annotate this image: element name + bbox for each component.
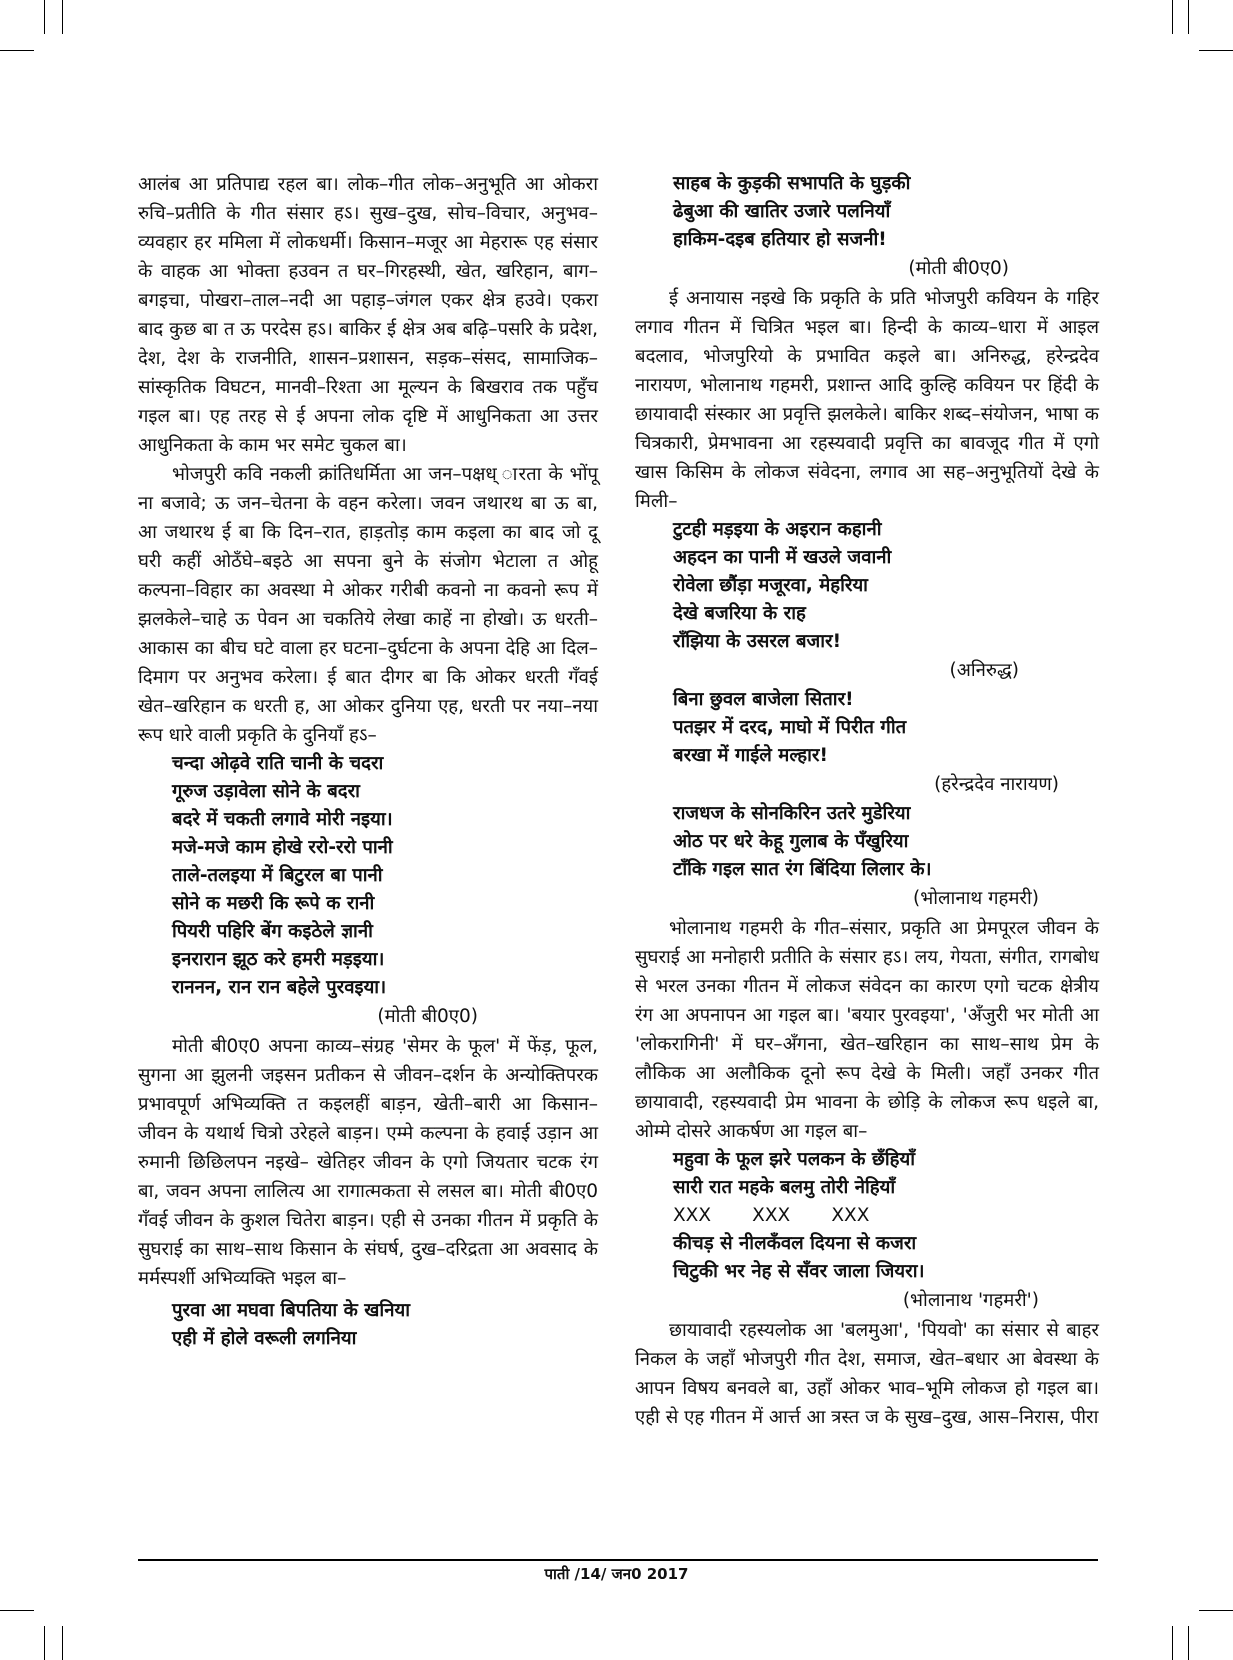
paragraph: मोती बी0ए0 अपना काव्य–संग्रह 'सेमर के फूल' में फेंड़, फूल, सुगना आ झुलनी जइसन प्रतीकन से जीवन–दर्शन के अन्योक्तिपरक प्रभावपूर्ण अभिव्यक्ति त कइलहीं बाड़न, खेती–बारी आ किसान–जीवन के यथार्थ चित्रो उरेहले बाड़न। एम्मे कल्पना के हवाई उड़ान आ रुमानी छिछिलपन नइखे– खेतिहर जीवन के एगो जियतार चटक रंग बा, जवन अपना लालित्य आ रागात्मकता से लसल बा। मोती बी0ए0 गँवई जीवन के कुशल चितेरा बाड़न। एही से उनका गीतन में प्रकृति के सुघराई का साथ–साथ किसान के संघर्ष, दुख–दरिद्रता आ अवसाद के मर्मस्पर्शी अभिव्यक्ति भइल बा– [138,1036,598,1289]
verse-block [138,750,598,1002]
crop-mark [1188,0,1189,34]
verse-line: बरखा में गाईले मल्हार! [673,745,828,766]
verse-line: टाँकि गइल सात रंग बिंदिया लिलार के। [673,859,932,880]
paragraph: भोलानाथ गहमरी के गीत–संसार, प्रकृति आ प्रेमपूरल जीवन के सुघराई आ मनोहारी प्रतीति के संसार हऽ। लय, गेयता, संगीत, रागबोध से भरल उनका गीतन में लोकज संवेदन का कारण एगो चटक क्षेत्रीय रंग आ अपनापन आ गइल बा। 'बयार पुरवइया', 'अँजुरी भर मोती आ 'लोकरागिनी' में घर–अँगना, खेत–खरिहान का साथ–साथ प्रेम के लौकिक आ अलौकिक दूनो रूप देखे के मिली। जहाँ उनकर गीत छायावादी, रहस्यवादी प्रेम भावना के छोड़ि के लोकज रूप धइले बा, ओम्मे दोसरे आकर्षण आ गइल बा– [635,918,1099,1142]
verse-line: इनरारान झूठ करे हमरी मड़इया। [172,949,385,970]
crop-mark [1188,1626,1189,1660]
verse-line: पियरी पहिरि बेंग कइठेले ज्ञानी [172,921,373,942]
crop-mark [1172,1626,1173,1660]
verse-line: बदरे में चकती लगावे मोरी नइया। [172,809,393,830]
verse-line: XXX XXX XXX [673,1205,870,1226]
verse-line: पतझर में दरद, माघो में पिरीत गीत [673,717,907,738]
paragraph: भोजपुरी कवि नकली क्रांतिधर्मिता आ जन–पक्षध् ारता के भोंपू ना बजावे; ऊ जन–चेतना के वहन करेला। जवन जथारथ बा ऊ बा, आ जथारथ ई बा कि दिन–रात, हाड़तोड़ काम कइला का बाद जो दू घरी कहीं ओठँघे–बइठे आ सपना बुने के संजोग भेटाला त ओहू कल्पना–विहार का अवस्था मे ओकर गरीबी कवनो ना कवनो रूप में झलकेले–चाहे ऊ पेवन आ चकतिये लेखा काहें ना होखो। ऊ धरती–आकास का बीच घटे वाला हर घटना–दुर्घटना के अपना देहि आ दिल–दिमाग पर अनुभव करेला। ई बात दीगर बा कि ओकर धरती गँवई खेत–खरिहान क धरती ह, आ ओकर दुनिया एह, धरती पर नया–नया रूप धारे वाली प्रकृति के दुनियाँ हऽ– [138,464,598,746]
verse-line: पुरवा आ मघवा बिपतिया के खनिया [172,1300,410,1321]
crop-mark [0,50,34,51]
verse-block [635,686,1099,770]
paragraph: छायावादी रहस्यलोक आ 'बलमुआ', 'पियवो' का संसार से बाहर निकल के जहाँ भोजपुरी गीत देश, समाज, खेत–बधार आ बेवस्था के आपन विषय बनवले बा, उहाँ ओकर भाव–भूमि लोकज हो गइल बा। एही से एह गीतन में आर्त्त आ त्रस्त ज के सुख–दुख, आस–निरास, पीरा [635,1320,1099,1428]
verse-block [635,1146,1099,1286]
crop-mark [44,1626,45,1660]
verse-line: महुवा के फूल झरे पलकन के छँहियाँ [673,1149,916,1170]
verse-line: रोवेला छौंड़ा मजूरवा, मेहरिया [673,575,868,596]
page-footer: पाती /14/ जन0 2017 [544,1565,689,1583]
crop-mark [62,0,63,34]
paragraph: ई अनायास नइखे कि प्रकृति के प्रति भोजपुरी कवियन के गहिर लगाव गीतन में चित्रित भइल बा। हिन्दी के काव्य–धारा में आइल बदलाव, भोजपुरियो के प्रभावित कइले बा। अनिरुद्ध, हरेन्द्रदेव नारायण, भोलानाथ गहमरी, प्रशान्त आदि कुल्हि कवियन पर हिंदी के छायावादी संस्कार आ प्रवृत्ति झलकेले। बाकिर शब्द–संयोजन, भाषा क चित्रकारी, प्रेमभावना आ रहस्यवादी प्रवृत्ति का बावजूद गीत में एगो खास किसिम के लोकज संवेदना, लगाव आ सह–अनुभूतियों देखे के मिली– [635,288,1099,512]
crop-mark [1199,1610,1233,1611]
poet-citation: (मोती बी0ए0) [908,258,1009,279]
verse-line: साहब के कुड़की सभापति के घुड़की [673,173,911,194]
right-column [635,170,1099,1432]
verse-line: देखे बजरिया के राह [673,603,806,624]
verse-block [635,800,1099,884]
poet-citation: (अनिरुद्ध) [949,660,1019,681]
poet-citation: (भोलानाथ 'गहमरी') [902,1290,1039,1311]
paragraph: आलंब आ प्रतिपाद्य रहल बा। लोक–गीत लोक–अनुभूति आ ओकरा रुचि–प्रतीति के गीत संसार हऽ। सुख–दुख, सोच–विचार, अनुभव–व्यवहार हर ममिला में लोकधर्मी। किसान–मजूर आ मेहरारू एह संसार के वाहक आ भोक्ता हउवन त घर–गिरहस्थी, खेत, खरिहान, बाग–बगइचा, पोखरा–ताल–नदी आ पहाड़–जंगल एकर क्षेत्र हउवे। एकरा बाद कुछ बा त ऊ परदेस हऽ। बाकिर ई क्षेत्र अब बढ़ि–पसरि के प्रदेश, देश, देश के राजनीति, शासन–प्रशासन, सड़क–संसद, सामाजिक–सांस्कृतिक विघटन, मानवी–रिश्ता आ मूल्यन के बिखराव तक पहुँच गइल बा। एह तरह से ई अपना लोक दृष्टि में आधुनिकता आ उत्तर आधुनिकता के काम भर समेट चुकल बा। [138,174,598,456]
poet-citation: (मोती बी0ए0) [377,1006,478,1027]
verse-block [635,516,1099,656]
verse-line: सोने क मछरी कि रूपे क रानी [172,893,375,914]
verse-line: चिटुकी भर नेह से सँवर जाला जियरा। [673,1261,925,1282]
verse-line: टुटही मड़इया के अइरान कहानी [673,519,882,540]
poet-citation: (भोलानाथ गहमरी) [913,888,1039,909]
verse-line: सारी रात महके बलमु तोरी नेहियाँ [673,1177,896,1198]
crop-mark [0,1610,34,1611]
footer-rule [138,1559,1098,1561]
verse-line: राजधज के सोनकिरिन उतरे मुडेरिया [673,803,911,824]
verse-line: राननन, रान रान बहेले पुरवइया। [172,977,387,998]
verse-line: हाकिम-दइब हतियार हो सजनी! [673,229,887,250]
verse-line: एही में होले वरूली लगनिया [172,1328,357,1349]
verse-line: ढेबुआ की खातिर उजारे पलनियाँ [673,201,891,222]
verse-line: चन्दा ओढ़वे राति चानी के चदरा [172,753,384,774]
verse-line: ताले-तलइया में बिटुरल बा पानी [172,865,383,886]
crop-mark [44,0,45,34]
left-column [138,170,598,1353]
verse-line: मजे-मजे काम होखे ररो-ररो पानी [172,837,393,858]
crop-mark [1199,50,1233,51]
verse-line: बिना छुवल बाजेला सितार! [673,689,854,710]
verse-line: गूरुज उड़ावेला सोने के बदरा [172,781,360,802]
verse-line: ओठ पर धरे केहू गुलाब के पँखुरिया [673,831,909,852]
crop-mark [1172,0,1173,34]
verse-line: कीचड़ से नीलकँवल दियना से कजरा [673,1233,917,1254]
crop-mark [62,1626,63,1660]
poet-citation: (हरेन्द्रदेव नारायण) [934,774,1059,795]
verse-block [138,1297,598,1353]
verse-block [635,170,1099,254]
verse-line: अहदन का पानी में खउले जवानी [673,547,892,568]
verse-line: राँझिया के उसरल बजार! [673,631,842,652]
